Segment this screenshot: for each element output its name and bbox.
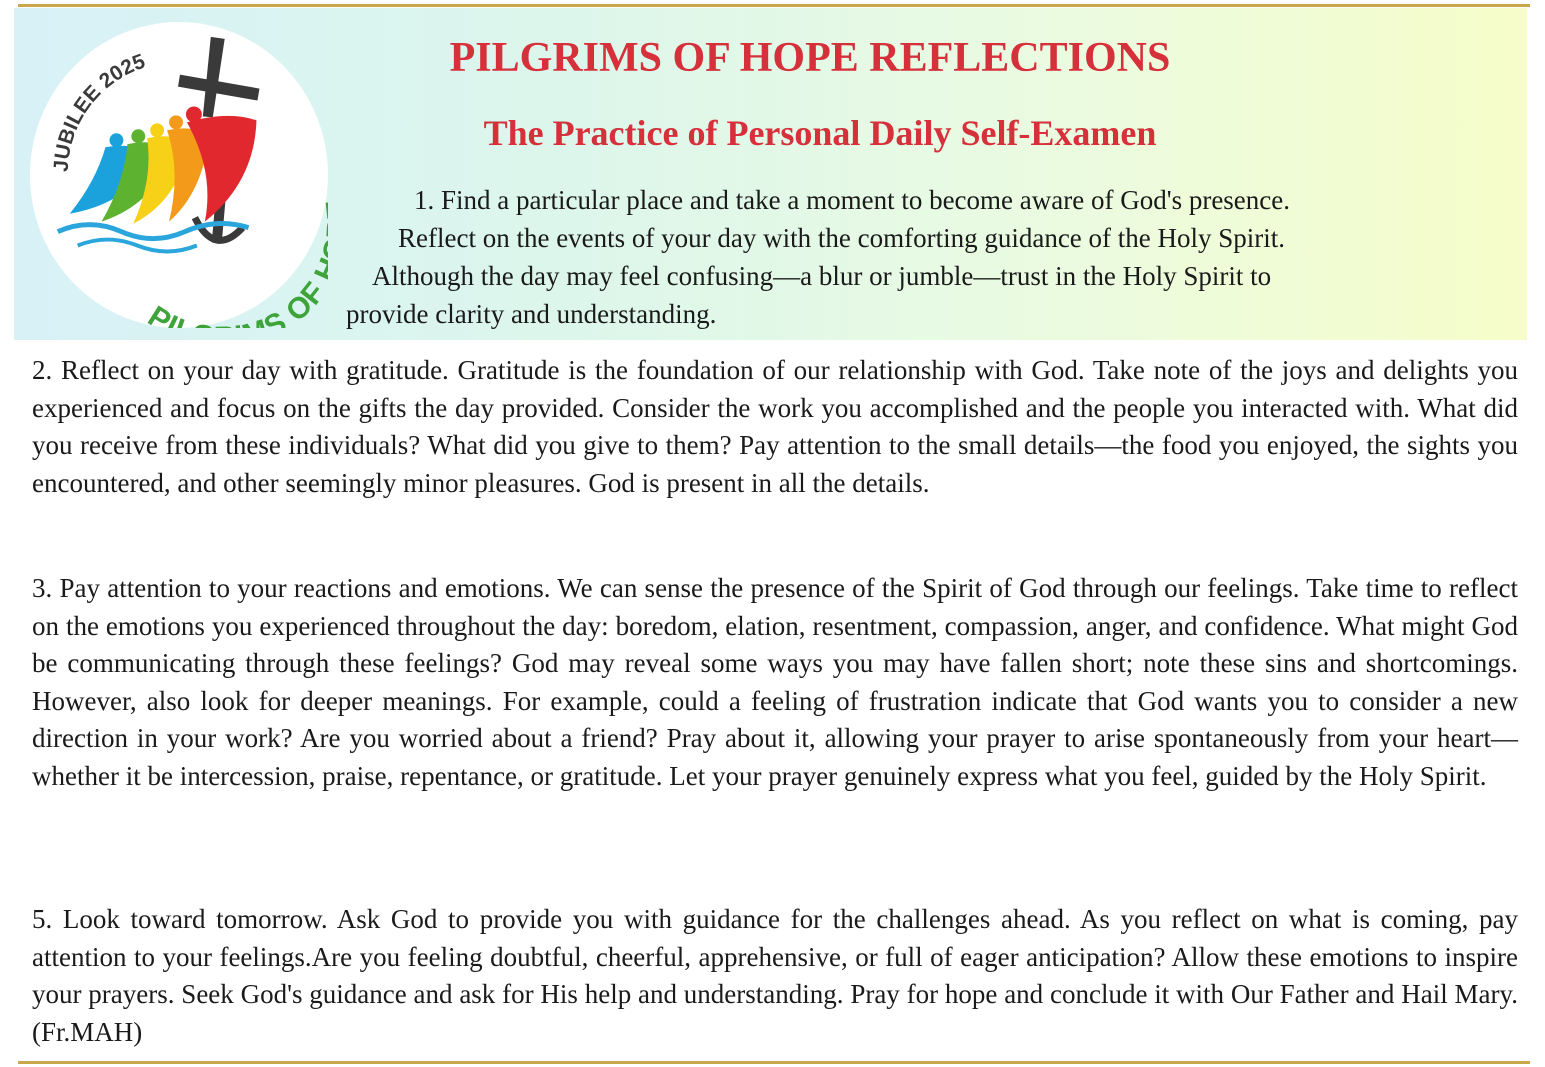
page-title: PILGRIMS OF HOPE REFLECTIONS [449, 35, 1171, 81]
svg-text:PILGRIMS OF HOPE [142, 197, 328, 328]
page-subtitle: The Practice of Personal Daily Self-Examen [483, 113, 1157, 153]
bottom-divider [18, 1061, 1530, 1064]
paragraph-1 [346, 181, 1516, 333]
paragraph-2: 2. Reflect on your day with gratitude. Gratitude is the foundation of our relationship with God. Take note of the joys and delights you experienced and focus on the gifts the day provided. Consider the work you accomplished and the people you interacted with. What did you receive from these individuals? What did you give to them? Pay attention to the small details—the food you enjoyed, the sights you encountered, and other seemingly minor pleasures. God is present in all the details. [32, 355, 1518, 498]
jubilee-logo-icon [30, 22, 328, 328]
paragraph-1-line-3: Although the day may feel confusing—a blur or jumble—trust in the Holy Spirit to [372, 261, 1272, 291]
logo-pilgrims-text: PI S O [142, 287, 320, 328]
paragraph-1-line-1: 1. Find a particular place and take a moment to become aware of God's presence. [414, 185, 1291, 215]
paragraph-1-line-2: Reflect on the events of your day with the comforting guidance of the Holy Spirit. [398, 223, 1286, 253]
logo-jubilee-text: JUBILEE 2025 [49, 49, 149, 173]
paragraph-1-line-4: provide clarity and understanding. [346, 299, 717, 329]
paragraph-5: 5. Look toward tomorrow. Ask God to provide you with guidance for the challenges ahead. As you reflect on what is coming, pay attention to your feelings.Are you feeling doubtful, cheerful, apprehensive, or full of eager anticipation? Allow these emotions to inspire your prayers. Seek God's guidance and ask for His help and understanding. Pray for hope and conclude it with Our Father and Hail Mary. (Fr.MAH) [32, 904, 1518, 1047]
top-divider [18, 4, 1530, 7]
paragraph-3: 3. Pay attention to your reactions and emotions. We can sense the presence of the Spirit of God through our feelings. Take time to reflect on the emotions you experienced throughout the day: boredom, elation, resentment, compassion, anger, and confidence. What might God be communicating through these feelings? God may reveal some ways you may have fallen short; note these sins and shortcomings. However, also look for deeper meanings. For example, could a feeling of frustration indicate that God wants you to consider a new direction in your work? Are you worried about a friend? Pray about it, allowing your prayer to arise spontaneously from your heart—whether it be intercession, praise, repentance, or gratitude. Let your prayer genuinely express what you feel, guided by the Holy Spirit. [32, 573, 1518, 791]
